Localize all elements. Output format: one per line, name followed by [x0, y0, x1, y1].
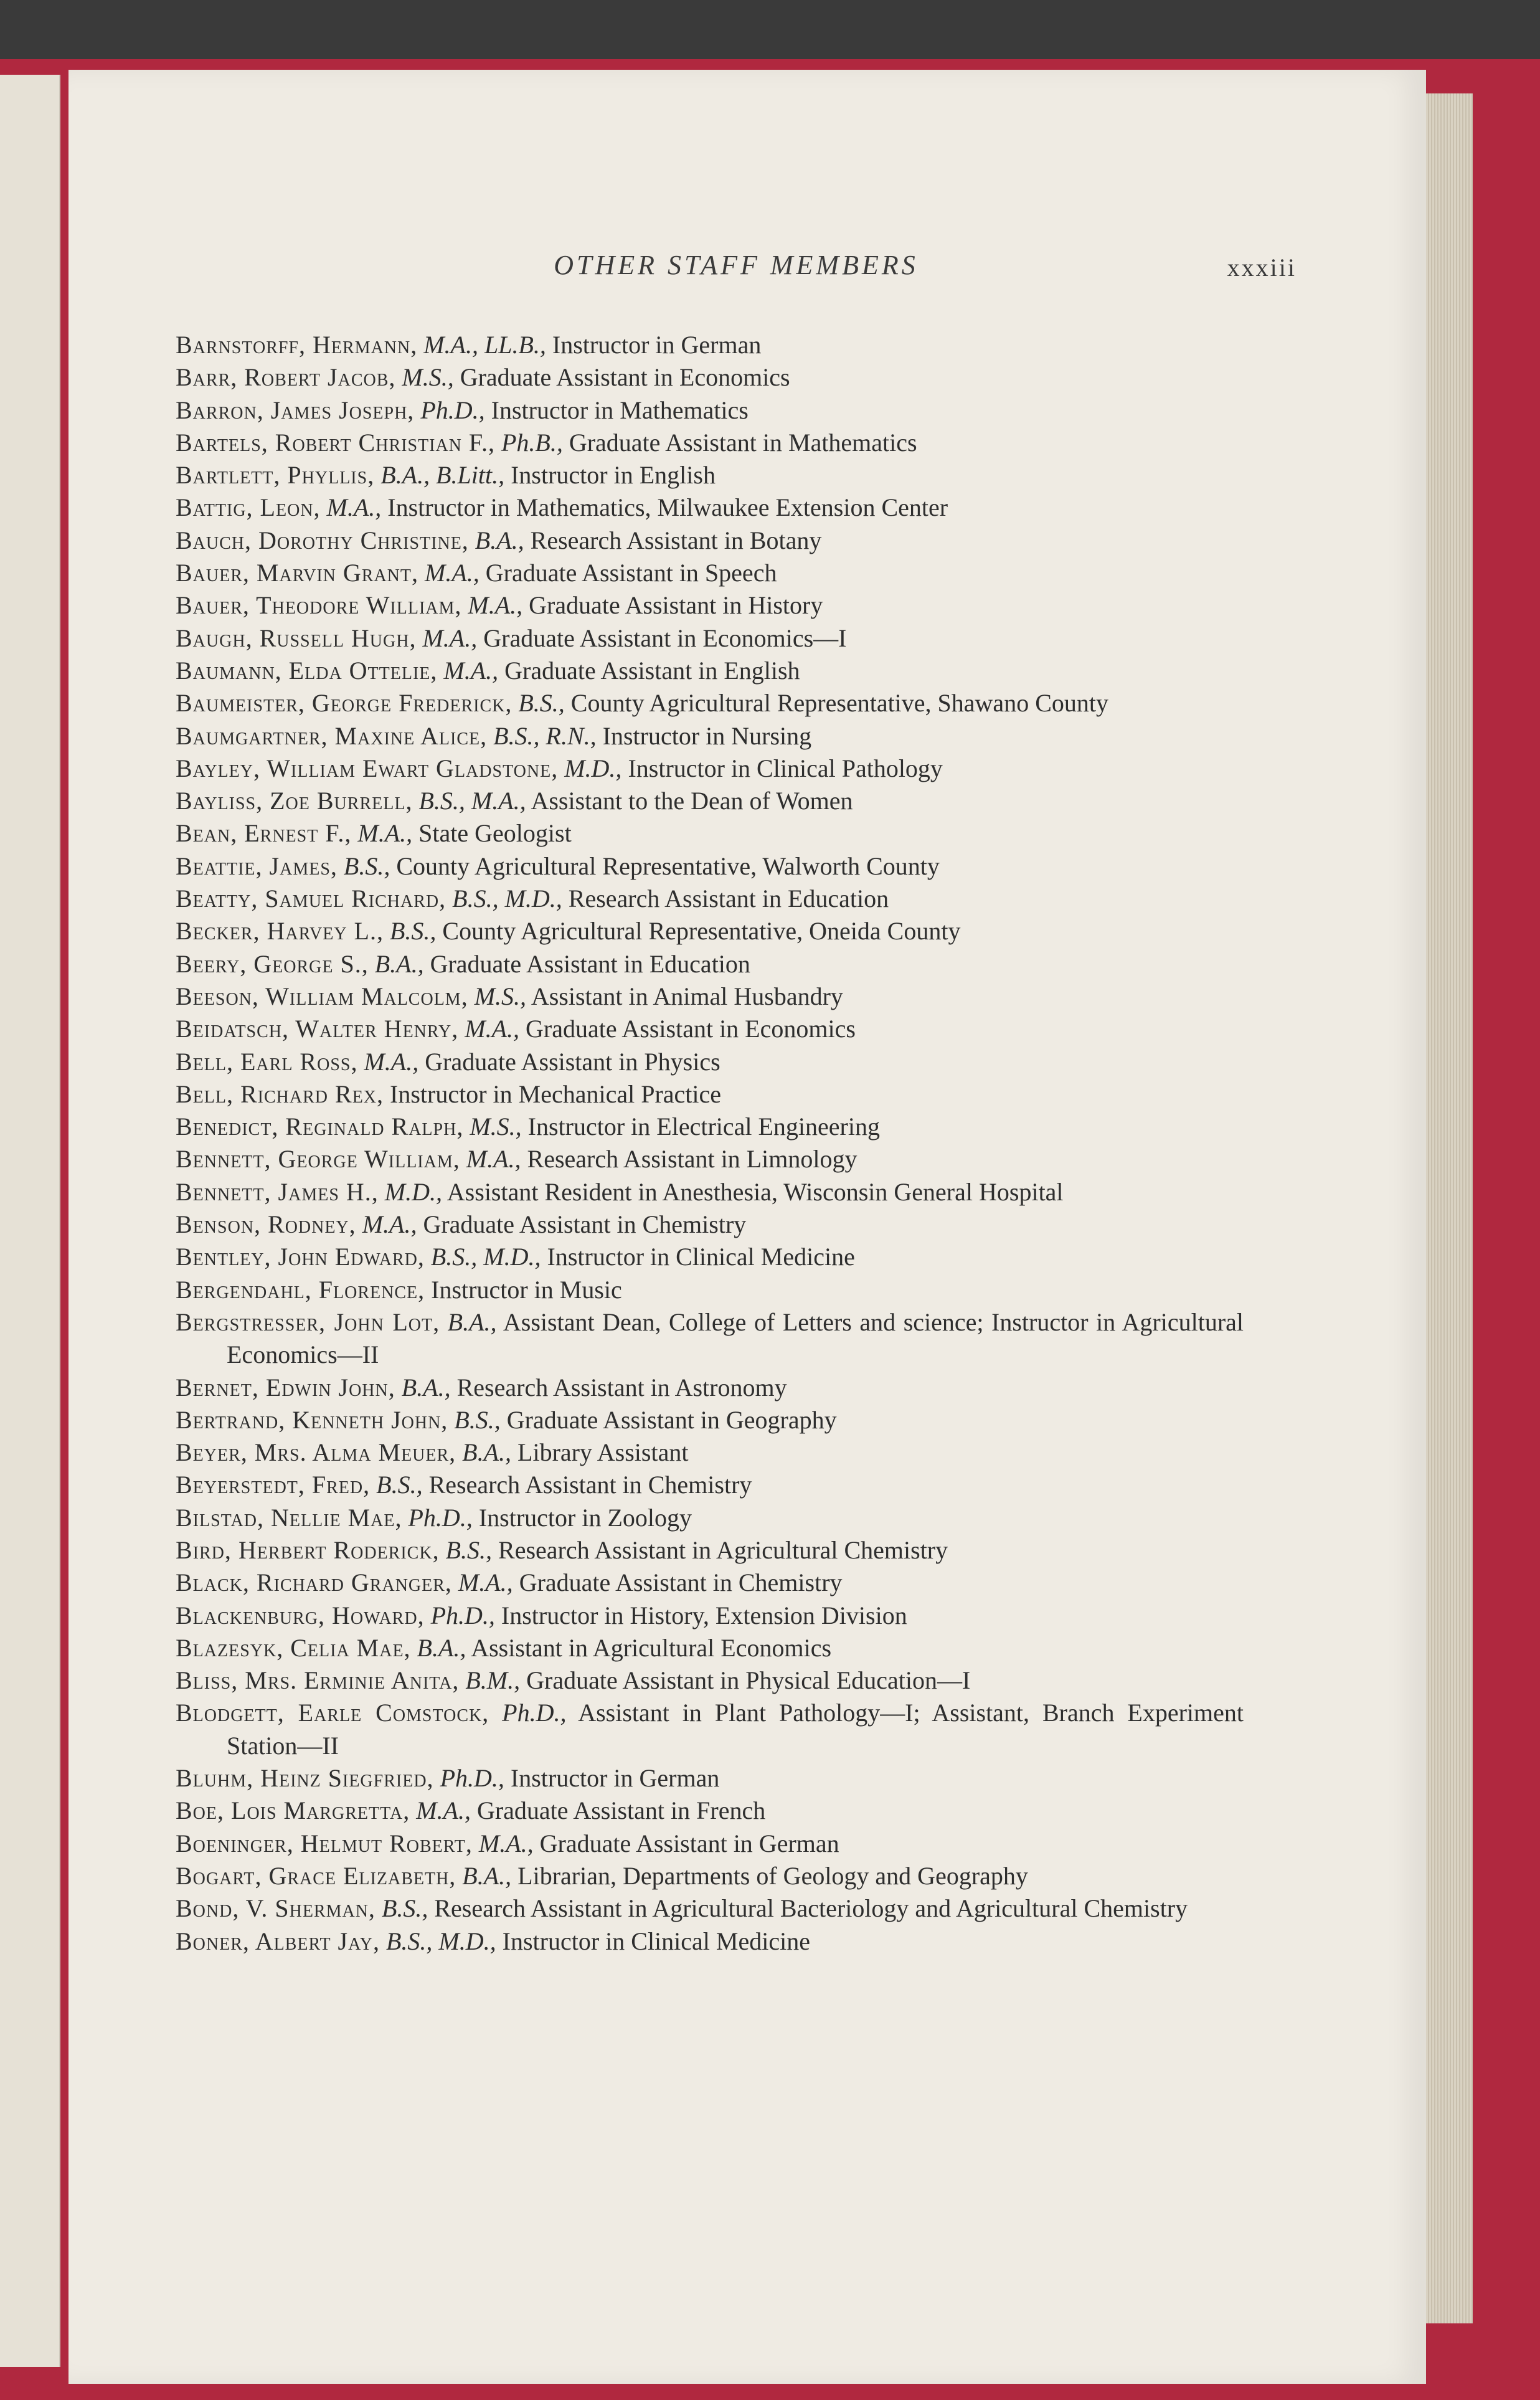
- staff-name: Boner, Albert Jay,: [176, 1927, 380, 1955]
- running-head: [176, 249, 1297, 299]
- staff-degree: M.A.,: [443, 656, 499, 685]
- staff-entry: [176, 1600, 1244, 1632]
- staff-role: Graduate Assistant in Geography: [506, 1405, 837, 1434]
- staff-name: Blackenburg, Howard,: [176, 1601, 425, 1629]
- staff-degree: M.A.,: [416, 1796, 471, 1825]
- staff-role: Instructor in Mechanical Practice: [390, 1079, 722, 1108]
- staff-entry: [176, 720, 1244, 752]
- staff-entry: [176, 1795, 1244, 1827]
- staff-role: Research Assistant in Chemistry: [428, 1471, 752, 1499]
- staff-role: Graduate Assistant in Chemistry: [519, 1568, 843, 1597]
- staff-name: Blazesyk, Celia Mae,: [176, 1633, 411, 1662]
- staff-entry: [176, 1762, 1244, 1795]
- staff-role: Library Assistant: [517, 1438, 689, 1467]
- staff-entry: [176, 655, 1244, 687]
- staff-name: Bond, V. Sherman,: [176, 1894, 376, 1923]
- staff-degree: M.S.,: [470, 1112, 522, 1141]
- staff-degree: B.M.,: [465, 1666, 521, 1695]
- staff-degree: Ph.D.,: [440, 1764, 504, 1793]
- staff-degree: B.S., M.A.,: [418, 787, 526, 815]
- staff-degree: B.S., R.N.,: [493, 721, 597, 750]
- staff-name: Beidatsch, Walter Henry,: [176, 1015, 459, 1043]
- staff-role: County Agricultural Representative, Oneida County: [442, 917, 961, 946]
- staff-name: Bennett, George William,: [176, 1145, 460, 1174]
- staff-degree: B.S., M.D.,: [430, 1243, 541, 1271]
- staff-name: Battig, Leon,: [176, 493, 321, 522]
- staff-name: Beyer, Mrs. Alma Meuer,: [176, 1438, 456, 1467]
- staff-degree: B.A.,: [417, 1633, 466, 1662]
- staff-entry: [176, 361, 1244, 394]
- staff-name: Barr, Robert Jacob,: [176, 363, 396, 392]
- staff-entry: [176, 1469, 1244, 1501]
- staff-role: Graduate Assistant in English: [504, 656, 800, 685]
- staff-degree: B.A.,: [401, 1373, 451, 1402]
- staff-role: Instructor in Clinical Medicine: [547, 1243, 855, 1271]
- staff-degree: B.A.,: [475, 526, 524, 554]
- page-number: xxxiii: [1227, 254, 1297, 282]
- staff-role: County Agricultural Representative, Walworth County: [396, 851, 940, 880]
- staff-degree: B.A., B.Litt.,: [380, 461, 505, 490]
- staff-degree: B.A.,: [462, 1438, 512, 1467]
- staff-entry: [176, 1372, 1244, 1404]
- staff-name: Beattie, James,: [176, 851, 338, 880]
- staff-name: Bluhm, Heinz Siegfried,: [176, 1764, 434, 1793]
- staff-degree: B.A.,: [462, 1861, 512, 1890]
- staff-role: Research Assistant in Education: [568, 885, 889, 913]
- staff-entry: [176, 817, 1244, 850]
- staff-degree: Ph.D.,: [502, 1699, 567, 1727]
- staff-name: Bergendahl, Florence,: [176, 1275, 425, 1304]
- staff-role: Instructor in Zoology: [478, 1503, 692, 1532]
- staff-role: Instructor in Clinical Medicine: [502, 1927, 810, 1955]
- staff-entry: [176, 1013, 1244, 1045]
- staff-name: Black, Richard Granger,: [176, 1568, 452, 1597]
- staff-name: Bauch, Dorothy Christine,: [176, 526, 469, 554]
- staff-role: Assistant Dean, College of Letters and science; Instructor in Agricultural Economics—II: [227, 1307, 1244, 1369]
- staff-degree: M.A.,: [364, 1047, 419, 1076]
- staff-degree: Ph.D.,: [430, 1601, 495, 1629]
- staff-role: Instructor in Electrical Engineering: [527, 1112, 880, 1141]
- staff-entry: [176, 1502, 1244, 1534]
- staff-entry: [176, 589, 1244, 622]
- staff-degree: M.D.,: [564, 754, 622, 782]
- staff-name: Bertrand, Kenneth John,: [176, 1405, 448, 1434]
- staff-name: Bell, Richard Rex,: [176, 1079, 384, 1108]
- staff-entry: [176, 622, 1244, 655]
- staff-role: Instructor in Clinical Pathology: [628, 754, 943, 782]
- staff-degree: B.A.,: [374, 949, 424, 978]
- staff-entry: [176, 1306, 1244, 1372]
- staff-role: Librarian, Departments of Geology and Geography: [517, 1861, 1028, 1890]
- staff-entry: [176, 883, 1244, 915]
- staff-name: Baumeister, George Frederick,: [176, 689, 513, 718]
- staff-degree: B.S.,: [381, 1894, 428, 1923]
- staff-name: Baumgartner, Maxine Alice,: [176, 721, 488, 750]
- staff-entry: [176, 491, 1244, 524]
- staff-entry: [176, 915, 1244, 947]
- staff-role: Instructor in German: [552, 331, 762, 359]
- staff-degree: M.A.,: [357, 819, 413, 848]
- staff-role: Instructor in Mathematics: [491, 396, 749, 424]
- staff-name: Bird, Herbert Roderick,: [176, 1535, 440, 1564]
- staff-entry: [176, 752, 1244, 785]
- staff-entry: [176, 1828, 1244, 1860]
- staff-entry: [176, 1078, 1244, 1111]
- staff-list: [176, 329, 1244, 1958]
- staff-degree: M.A.,: [362, 1210, 417, 1239]
- staff-degree: M.S.,: [402, 363, 454, 392]
- staff-entry: [176, 980, 1244, 1013]
- staff-entry: [176, 1697, 1244, 1762]
- staff-name: Bliss, Mrs. Erminie Anita,: [176, 1666, 460, 1695]
- staff-entry: [176, 394, 1244, 427]
- staff-role: Graduate Assistant in Physical Education—I: [526, 1666, 971, 1695]
- staff-entry: [176, 459, 1244, 491]
- staff-entry: [176, 1404, 1244, 1436]
- staff-role: Research Assistant in Limnology: [527, 1145, 857, 1174]
- staff-role: Graduate Assistant in French: [476, 1796, 766, 1825]
- staff-name: Beatty, Samuel Richard,: [176, 885, 446, 913]
- staff-role: Graduate Assistant in Economics—I: [483, 624, 847, 652]
- staff-entry: [176, 785, 1244, 817]
- staff-degree: B.S., M.D.,: [386, 1927, 496, 1955]
- staff-role: Assistant in Plant Pathology—I; Assistant, Branch Experiment Station—II: [227, 1699, 1244, 1760]
- staff-role: Graduate Assistant in Economics: [460, 363, 790, 392]
- staff-name: Bean, Ernest F.,: [176, 819, 352, 848]
- staff-name: Bartels, Robert Christian F.,: [176, 428, 495, 457]
- staff-entry: [176, 1925, 1244, 1958]
- staff-degree: M.D.,: [384, 1177, 442, 1206]
- page-title: OTHER STAFF MEMBERS: [554, 250, 919, 280]
- staff-entry: [176, 1274, 1244, 1306]
- staff-name: Bergstresser, John Lot,: [176, 1307, 440, 1336]
- staff-name: Becker, Harvey L.,: [176, 917, 384, 946]
- staff-entry: [176, 1046, 1244, 1078]
- staff-role: Graduate Assistant in Education: [430, 949, 750, 978]
- staff-entry: [176, 1436, 1244, 1469]
- staff-degree: M.S.,: [474, 982, 527, 1010]
- staff-role: Instructor in History, Extension Division: [501, 1601, 907, 1629]
- staff-entry: [176, 1208, 1244, 1241]
- staff-degree: B.S.,: [343, 851, 390, 880]
- staff-name: Bauer, Marvin Grant,: [176, 559, 418, 587]
- staff-entry: [176, 557, 1244, 589]
- staff-degree: M.A.,: [458, 1568, 513, 1597]
- staff-role: Assistant Resident in Anesthesia, Wisconsin General Hospital: [446, 1177, 1064, 1206]
- staff-name: Blodgett, Earle Comstock,: [176, 1699, 489, 1727]
- staff-role: Assistant in Agricultural Economics: [471, 1633, 832, 1662]
- staff-role: Graduate Assistant in Economics: [526, 1015, 856, 1043]
- staff-degree: M.A.,: [466, 1145, 521, 1174]
- staff-role: Research Assistant in Botany: [530, 526, 822, 554]
- staff-entry: [176, 1534, 1244, 1567]
- staff-name: Bell, Earl Ross,: [176, 1047, 358, 1076]
- staff-degree: M.A.,: [478, 1829, 534, 1857]
- staff-name: Boe, Lois Margretta,: [176, 1796, 410, 1825]
- staff-role: Instructor in Mathematics, Milwaukee Extension Center: [387, 493, 948, 522]
- staff-entry: [176, 850, 1244, 883]
- staff-role: Instructor in German: [510, 1764, 720, 1793]
- staff-degree: M.A.,: [468, 591, 523, 620]
- staff-role: Instructor in Music: [431, 1275, 622, 1304]
- staff-degree: M.A., LL.B.,: [423, 331, 546, 359]
- staff-degree: Ph.D.,: [420, 396, 485, 424]
- staff-name: Bennett, James H.,: [176, 1177, 379, 1206]
- staff-name: Bilstad, Nellie Mae,: [176, 1503, 402, 1532]
- staff-name: Bentley, John Edward,: [176, 1243, 425, 1271]
- staff-degree: Ph.D.,: [408, 1503, 473, 1532]
- staff-name: Bogart, Grace Elizabeth,: [176, 1861, 456, 1890]
- staff-entry: [176, 1111, 1244, 1143]
- staff-entry: [176, 1632, 1244, 1664]
- staff-entry: [176, 1176, 1244, 1208]
- staff-role: Research Assistant in Astronomy: [456, 1373, 787, 1402]
- staff-role: State Geologist: [418, 819, 572, 848]
- staff-entry: [176, 1241, 1244, 1273]
- staff-entry: [176, 329, 1244, 361]
- staff-role: Graduate Assistant in Chemistry: [423, 1210, 747, 1239]
- staff-degree: B.S.,: [518, 689, 565, 718]
- staff-degree: M.A.,: [425, 559, 479, 587]
- staff-role: Assistant in Animal Husbandry: [531, 982, 843, 1010]
- staff-role: Research Assistant in Agricultural Bacteriology and Agricultural Chemistry: [434, 1894, 1188, 1923]
- staff-degree: M.A.,: [422, 624, 478, 652]
- staff-name: Baumann, Elda Ottelie,: [176, 656, 438, 685]
- staff-name: Bernet, Edwin John,: [176, 1373, 395, 1402]
- staff-degree: B.S.,: [454, 1405, 501, 1434]
- staff-degree: B.S.,: [376, 1471, 423, 1499]
- staff-role: Graduate Assistant in Physics: [425, 1047, 720, 1076]
- staff-name: Benedict, Reginald Ralph,: [176, 1112, 464, 1141]
- staff-degree: B.S., M.D.,: [452, 885, 562, 913]
- staff-name: Benson, Rodney,: [176, 1210, 356, 1239]
- staff-name: Barron, James Joseph,: [176, 396, 415, 424]
- staff-degree: M.A.,: [465, 1015, 520, 1043]
- staff-name: Bartlett, Phyllis,: [176, 461, 375, 490]
- staff-name: Bayley, William Ewart Gladstone,: [176, 754, 559, 782]
- staff-role: Instructor in English: [511, 461, 716, 490]
- staff-name: Beeson, William Malcolm,: [176, 982, 468, 1010]
- staff-name: Bauer, Theodore William,: [176, 591, 462, 620]
- staff-name: Boeninger, Helmut Robert,: [176, 1829, 473, 1857]
- staff-degree: B.A.,: [447, 1307, 497, 1336]
- staff-role: Graduate Assistant in History: [529, 591, 823, 620]
- staff-entry: [176, 427, 1244, 459]
- staff-degree: Ph.B.,: [501, 428, 563, 457]
- staff-entry: [176, 1664, 1244, 1697]
- staff-entry: [176, 1143, 1244, 1175]
- staff-name: Bayliss, Zoe Burrell,: [176, 787, 413, 815]
- staff-role: Research Assistant in Agricultural Chemistry: [498, 1535, 948, 1564]
- previous-page-edge: [0, 75, 60, 2367]
- staff-role: County Agricultural Representative, Shawano County: [570, 689, 1108, 718]
- staff-role: Graduate Assistant in Speech: [485, 559, 777, 587]
- staff-name: Beery, George S.,: [176, 949, 369, 978]
- staff-degree: B.S.,: [389, 917, 437, 946]
- staff-entry: [176, 948, 1244, 980]
- staff-name: Barnstorff, Hermann,: [176, 331, 418, 359]
- staff-role: Instructor in Nursing: [602, 721, 812, 750]
- staff-role: Graduate Assistant in German: [539, 1829, 839, 1857]
- staff-degree: M.A.,: [326, 493, 382, 522]
- staff-entry: [176, 524, 1244, 557]
- staff-degree: B.S.,: [445, 1535, 493, 1564]
- staff-entry: [176, 687, 1244, 719]
- staff-entry: [176, 1860, 1244, 1892]
- staff-entry: [176, 1567, 1244, 1599]
- staff-role: Assistant to the Dean of Women: [531, 787, 853, 815]
- page-block-edges: [1426, 93, 1473, 2323]
- staff-name: Beyerstedt, Fred,: [176, 1471, 371, 1499]
- staff-entry: [176, 1892, 1244, 1925]
- staff-role: Graduate Assistant in Mathematics: [569, 428, 917, 457]
- staff-name: Baugh, Russell Hugh,: [176, 624, 417, 652]
